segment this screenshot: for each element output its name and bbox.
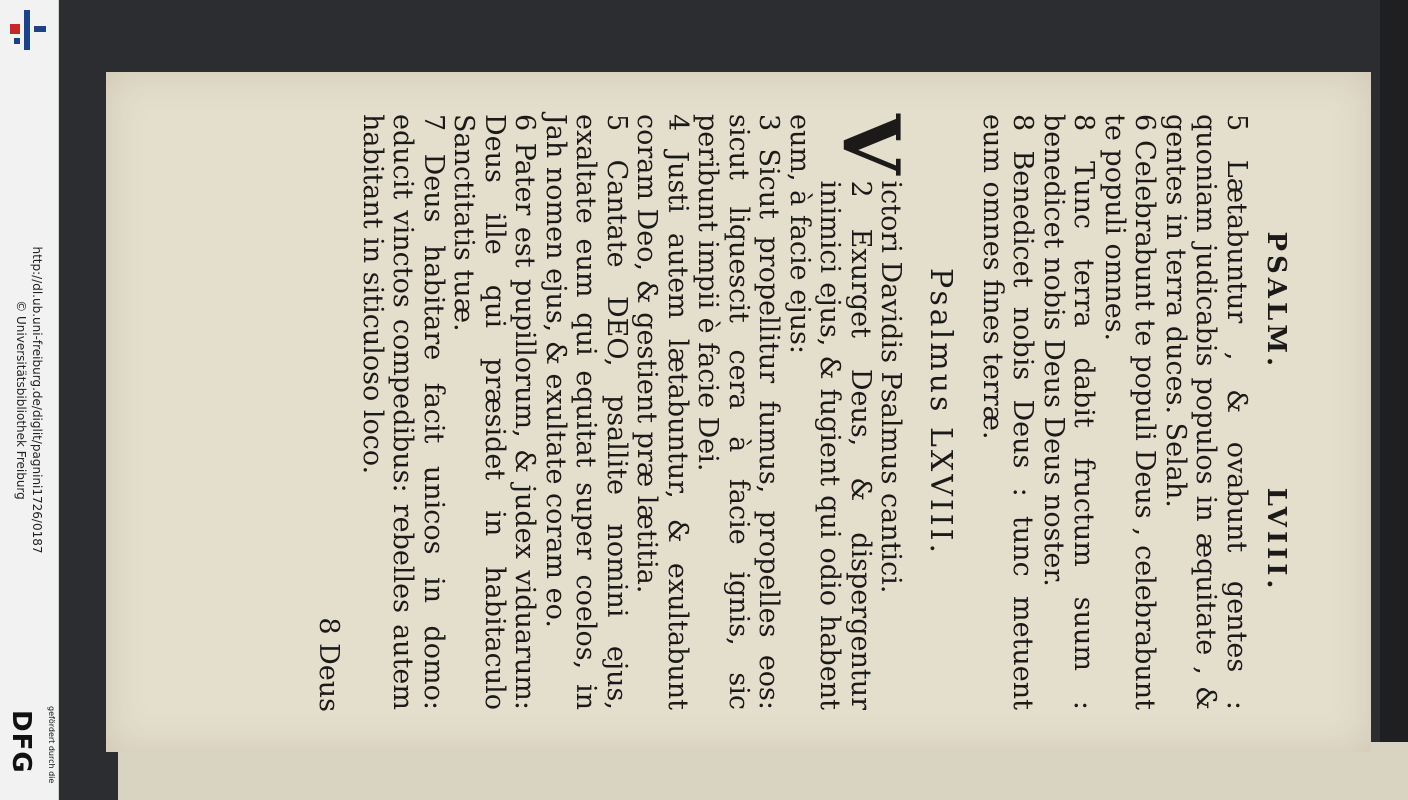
verse: 2 Exurget Deus, & dispergentur inimici ejus, & fugient qui odio habent eum, à facie ejus: — [783, 114, 876, 710]
verse: 5 Cantate DEO, psallite nomini ejus, exaltate eum qui equitat super coelos, in Jah nomen ejus, & exultate coram eo. — [539, 114, 632, 710]
verse: 8 Benedicet nobis Deus : tunc metuent eum omnes fines terræ. — [976, 114, 1038, 710]
viewer-sidebar — [0, 0, 59, 800]
catchword: 8 Deus — [313, 617, 344, 712]
page-viewer[interactable] — [58, 0, 1408, 800]
source-url-link[interactable]: http://dl.ub.uni-freiburg.de/diglit/pagnini1726/0187 — [30, 246, 44, 554]
verse: 7 Deus habitare facit unicos in domo: educit vinctos compedibus: rebelles autem habitant in siticuloso loco. — [356, 114, 449, 710]
verse: 8 Tunc terra dabit fructum suum : benedicet nobis Deus Deus noster. — [1037, 114, 1099, 710]
verse: 3 Sicut propellitur fumus, propelles eos: sicut liquescit cera à facie ignis, sic peribunt impii è facie Dei. — [692, 114, 784, 710]
copyright-notice: © Universitätsbibliothek Freiburg — [14, 300, 28, 500]
dropcap: V — [825, 114, 916, 175]
verse: ictori Davidis Psalmus cantici. — [875, 180, 906, 594]
running-head-left: PSALM. — [1260, 231, 1291, 371]
verse: 6 Pater est pupillorum, & judex viduarum: Deus ille qui præsidet in habitaculo Sanctitatis tuæ. — [448, 114, 540, 710]
scanned-page — [106, 72, 1371, 752]
sidebar-source-text — [13, 80, 45, 720]
dfg-logo — [4, 706, 54, 792]
running-head-right: LVIII. — [1260, 487, 1291, 593]
dfg-logo-text: DFG — [6, 710, 36, 774]
psalm-title: Psalmus LXVIII. — [923, 268, 958, 556]
verse: 4 Justi autem lætabuntur, & exultabunt coram Deo, & gestient præ lætitia. — [631, 114, 693, 710]
book-binding — [1380, 0, 1408, 800]
running-head — [1261, 92, 1291, 732]
verse: 6 Celebrabunt te populi Deus , celebrabunt te populi omnes. — [1098, 114, 1160, 710]
verses-top — [976, 92, 1251, 732]
verses-bottom — [356, 92, 916, 732]
ub-freiburg-logo-icon — [6, 8, 48, 52]
funding-label: gefördert durch die — [47, 706, 56, 784]
page-content — [159, 92, 1319, 732]
verse: 5 Lætabuntur , & ovabunt gentes : quoniam judicabis populos in æquitate , & gentes in terra duces. Selah. — [1159, 114, 1252, 710]
